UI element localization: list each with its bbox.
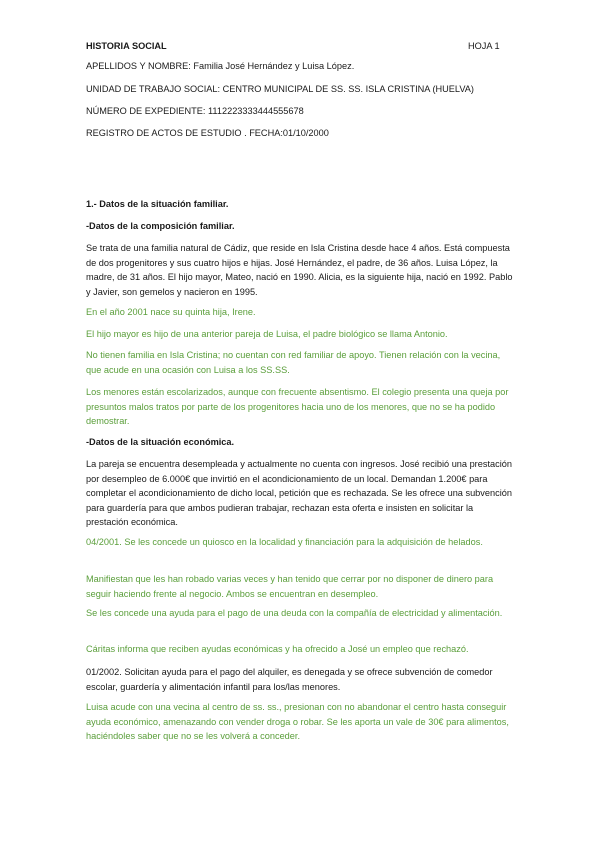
section-title: 1.- Datos de la situación familiar. — [86, 199, 229, 209]
economic-subtitle: -Datos de la situación económica. — [86, 437, 235, 447]
family-paragraph: Se trata de una familia natural de Cádiz, que reside en Isla Cristina desde hace 4 años. Está compuesta de dos progenitores y sus cuatro hijos e hijas. José Hernández, el padre, de 36 años. Luisa López, la madre, de 31 años. El hijo mayor, Mateo, nació en 1990. Alicia, es la siguiente hija, nació en 1992. Pablo y Javier, son gemelos y nacieron en 1995. — [86, 243, 513, 297]
register-line: REGISTRO DE ACTOS DE ESTUDIO . FECHA:01/10/2000 — [86, 128, 329, 138]
note-school: Los menores están escolarizados, aunque con frecuente absentismo. El colegio presenta una queja por presuntos malos tratos por parte de los progenitores hacia uno de los menores, que no se ha podido demostrar. — [86, 387, 509, 427]
document-title: HISTORIA SOCIAL — [86, 41, 167, 51]
note-caritas: Cáritas informa que reciben ayudas económicas y ha ofrecido a José un empleo que rechazó. — [86, 644, 469, 654]
family-subtitle: -Datos de la composición familiar. — [86, 221, 235, 231]
rent-paragraph: 01/2002. Solicitan ayuda para el pago del alquiler, es denegada y se ofrece subvención de comedor escolar, guardería y alimentación infantil para los/las menores. — [86, 667, 493, 692]
sheet-number: HOJA 1 — [468, 41, 500, 51]
economic-paragraph: La pareja se encuentra desempleada y actualmente no cuenta con ingresos. José recibió una prestación por desempleo de 6.000€ que invirtió en el acondicionamiento de un local. Demandan 1.200€ para completar el acondicionamiento de dicho local, petición que es rechazada. Se les ofrece una subvención para guardería para que ambos pudieran trabajar, rechazan esta oferta e insisten en solicitar la prestación económica. — [86, 459, 512, 528]
file-number-line: NÚMERO DE EXPEDIENTE: 1112223333444555678 — [86, 106, 304, 116]
unit-line: UNIDAD DE TRABAJO SOCIAL: CENTRO MUNICIPAL DE SS. SS. ISLA CRISTINA (HUELVA) — [86, 84, 474, 94]
surname-line: APELLIDOS Y NOMBRE: Familia José Hernández y Luisa López. — [86, 61, 355, 71]
note-robbed: Manifiestan que les han robado varias veces y han tenido que cerrar por no disponer de dinero para seguir haciendo frente al negocio. Ambos se encuentran en desempleo. — [86, 574, 494, 599]
note-threat: Luisa acude con una vecina al centro de ss. ss., presionan con no abandonar el centro hasta conseguir ayuda económico, amenazando con vender droga o robar. Se les aporta un vale de 30€ para alimentos, haciéndoles saber que no se les volverá a conceder. — [86, 702, 509, 742]
note-fifth-child: En el año 2001 nace su quinta hija, Irene. — [86, 307, 256, 317]
note-debt: Se les concede una ayuda para el pago de una deuda con la compañía de electricidad y alimentación. — [86, 608, 503, 618]
note-no-family: No tienen familia en Isla Cristina; no cuentan con red familiar de apoyo. Tienen relación con la vecina, que acude en una ocasión con Luisa a los SS.SS. — [86, 350, 501, 375]
note-kiosk: 04/2001. Se les concede un quiosco en la localidad y financiación para la adquisición de helados. — [86, 537, 483, 547]
note-biological-father: El hijo mayor es hijo de una anterior pareja de Luisa, el padre biológico se llama Antonio. — [86, 329, 448, 339]
